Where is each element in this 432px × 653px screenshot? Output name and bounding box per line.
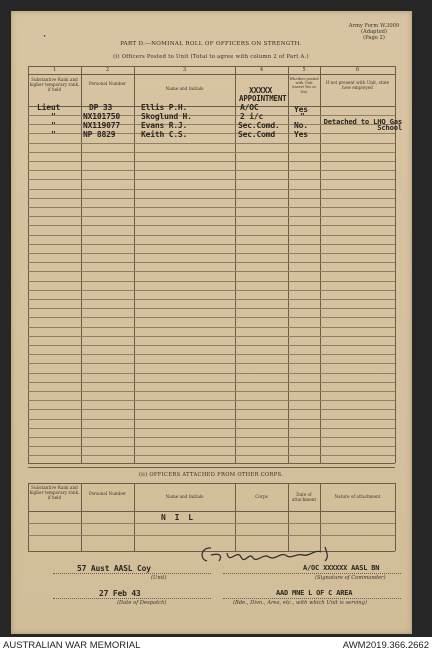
table1-row-rule [28,281,395,282]
row4-posted: Yes [294,130,308,139]
header-posted: Whether posted with Unit (insert Yes or No) [289,77,319,94]
table1-row-rule [28,170,395,171]
table1-row-rule [28,299,395,300]
table1-row-rule [28,179,395,180]
table1-row-rule [28,271,395,272]
t2-header-rank: Substantive Rank and higher temporary rank, if held [29,485,80,500]
table1-bottom-rule [28,463,395,464]
table1-row-rule [28,152,395,153]
row1-posted: Yes [294,105,308,114]
row3-employed: Detached to LHQ Gas School [323,117,402,132]
table1-row-rule [28,198,395,199]
table1-vline-5 [320,66,321,463]
nil-entry: N I L [161,513,196,522]
appointment-overtype: XXXXX [249,86,273,95]
t2-header-number: Personal Number [88,491,127,496]
col-number-4: 4 [259,67,264,73]
table1-row-rule [28,354,395,355]
header-rank: Substantive Rank and higher temporary rank, if held [29,77,80,92]
form-id [341,23,407,41]
archive-caption-right: AWM2019.366.2662 [342,640,429,651]
row4-name: Keith C.S. [141,130,188,139]
table1-row-rule [28,437,395,438]
table1-vline-0 [28,66,29,463]
form-id-line3: (Page 2) [363,35,385,41]
table1-row-rule [28,336,395,337]
t2-header-name: Name and Initials [165,494,204,499]
table1-row-rule [28,382,395,383]
table1-row-rule [28,308,395,309]
table1-vline-1 [81,66,82,463]
table1-vline-3 [235,66,236,463]
row3-appt: Sec.Comd. [238,121,280,130]
appointment-header: APPOINTMENT [239,94,287,103]
table1-row-rule [28,345,395,346]
table1-colnum-rule [28,74,395,75]
archive-caption-bar [0,637,432,653]
table1-row-rule [28,207,395,208]
table2-vline-6 [395,483,396,551]
table1-vline-2 [134,66,135,463]
t2-header-date: Date of attachment [291,492,317,502]
table1-row-rule [28,428,395,429]
table2-vline-3 [235,483,236,551]
table1-row-rule [28,327,395,328]
archive-caption-left: AUSTRALIAN WAR MEMORIAL [3,640,141,651]
row1-rank: Lieut [37,103,61,112]
table1-row-rule [28,225,395,226]
row2-posted: " [300,112,305,121]
table1-row-rule [28,262,395,263]
row1-appt: A/OC [240,103,259,112]
form-id-line1: Army Form W.3009 [348,23,400,29]
document-page [11,11,412,634]
t2-row-rule [28,523,395,524]
table1-row-rule [28,363,395,364]
table1-row-rule [28,235,395,236]
signature-dotted-line [223,573,401,574]
row3-number: NX119077 [83,121,120,130]
date-label: (Date of Despatch) [117,600,167,606]
date-value: 27 Feb 43 [99,589,141,598]
col-number-1: 1 [52,67,57,73]
col-number-3: 3 [182,67,187,73]
table1-row-rule [28,455,395,456]
table1-row-rule [28,391,395,392]
table1-row-rule [28,161,395,162]
row3-posted: No. [294,121,308,130]
area-dotted-line [223,598,401,599]
row3-rank: " [51,121,56,130]
row1-number: DP 33 [89,103,113,112]
signature-label: (Signature of Commander) [315,575,386,581]
row2-rank: " [51,112,56,121]
unit-value: 57 Aust AASL Coy [77,564,151,573]
form-id-line2: (Adapted) [360,29,387,35]
row2-name: Skoglund H. [141,112,192,121]
t2-header-corps: Corps [255,494,268,499]
table2-vline-1 [81,483,82,551]
col-number-5: 5 [302,67,306,73]
section-ii-title: (ii) OFFICERS ATTACHED FROM OTHER CORPS. [138,472,284,478]
col-number-2: 2 [105,67,110,73]
row3-name: Evans R.J. [141,121,188,130]
section-i-title: (i) Officers Posted to Unit (Total to agree with column 2 of Part A.) [113,54,309,60]
table1-row-rule [28,400,395,401]
pencil-mark: • [43,34,47,40]
table1-row-rule [28,409,395,410]
row4-appt: Sec.Comd [238,130,275,139]
row2-appt: 2 i/c [240,112,264,121]
table1-vline-4 [288,66,289,463]
col-number-6: 6 [355,67,360,73]
table1-row-rule [28,290,395,291]
header-personal-number: Personal Number [88,81,127,86]
unit-dotted-line [53,573,211,574]
table2-vline-5 [320,483,321,551]
table1-row-rule [28,253,395,254]
unit-label: (Unit) [151,575,167,581]
part-title: PART D.—NOMINAL ROLL OF OFFICERS ON STRENGTH. [120,41,302,47]
signature-typed: A/OC XXXXXX AASL BN [303,564,380,572]
table2-vline-2 [134,483,135,551]
row4-number: NP 8829 [83,130,116,139]
table1-row-rule [28,446,395,447]
section-ii-top-rule [28,467,395,468]
area-label: (Bde., Divn., Area, etc., with which Unit is serving) [233,600,367,606]
table1-row-rule [28,419,395,420]
table1-row-rule [28,189,395,190]
table2-top-rule [28,483,395,484]
table1-row-rule [28,143,395,144]
area-value: AAD MNE L OF C AREA [276,589,353,597]
table1-row-rule [28,216,395,217]
table1-row-rule [28,373,395,374]
table1-row-rule [28,244,395,245]
t2-row-rule [28,535,395,536]
t2-header-nature: Nature of attachment [334,494,381,499]
row2-number: NX101750 [83,112,120,121]
row1-name: Ellis P.H. [141,103,188,112]
table1-header-rule [28,106,395,107]
table1-row-rule [28,317,395,318]
header-name: Name and Initials [165,86,204,91]
header-employed: If not present with Unit, state how employed [325,80,390,90]
row4-rank: " [51,130,56,139]
date-dotted-line [53,598,211,599]
table2-header-rule [28,511,395,512]
